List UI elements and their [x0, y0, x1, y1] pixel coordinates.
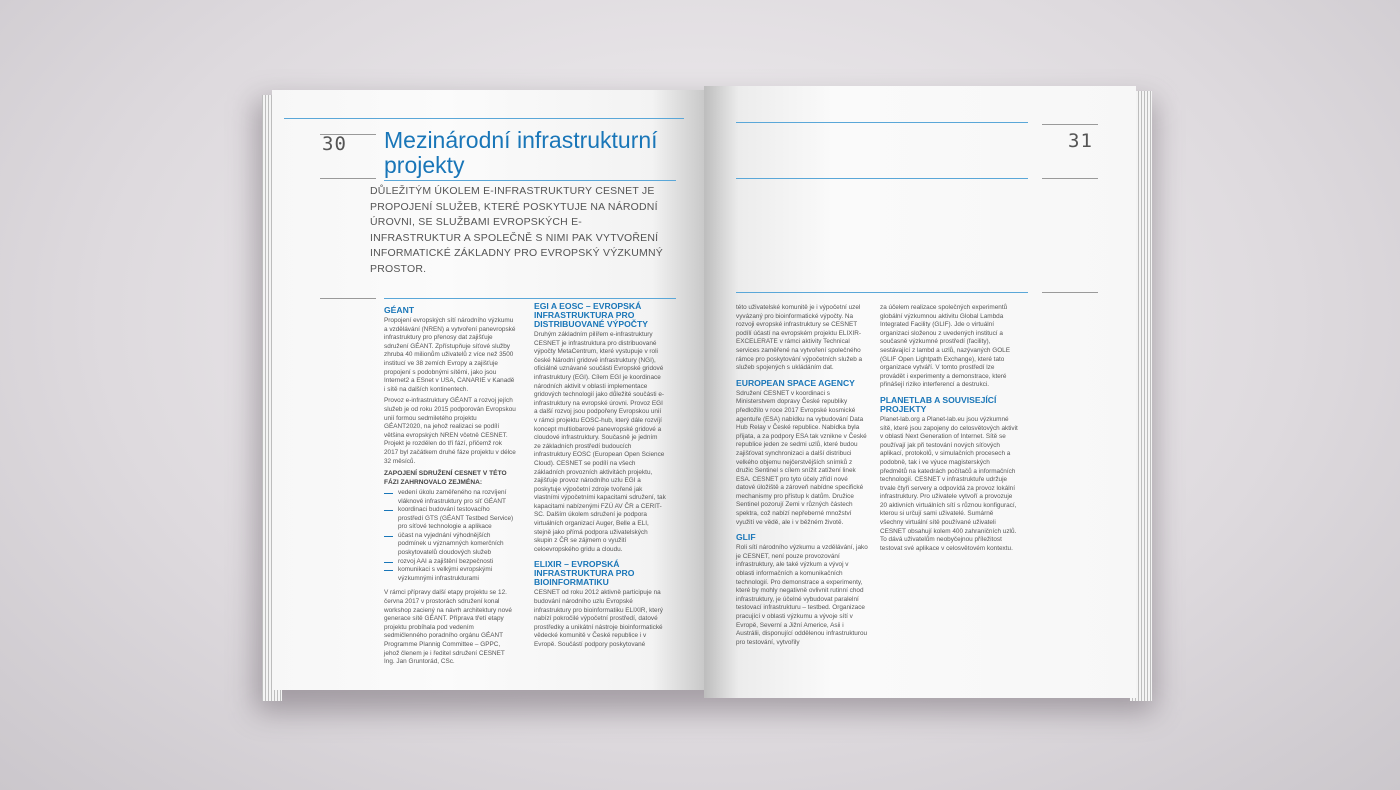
top-rule [736, 122, 1028, 123]
number-rule [1042, 178, 1098, 179]
section-rule [384, 298, 676, 299]
paragraph: této uživatelské komunitě je i výpočetní uzel vyvázaný pro bioinformatické výpočty. Na rozvoji evropské infrastruktury se CESNET podílí účastí na evropském projektu ELIXIR-EXCELERATE v rámci aktivity Technical services zaměřené na vytvoření společného rámce pro poskytování výpočetních služeb a služeb spojených s ukládáním dat. [736, 304, 863, 372]
page-number: 31 [1068, 130, 1093, 152]
section-rule [1042, 292, 1098, 293]
column-geant [384, 306, 516, 670]
column-egi [534, 302, 666, 653]
right-page [704, 86, 1136, 698]
page-number: 30 [322, 133, 347, 155]
paragraph: Propojení evropských sítí národního výzkumu a vzdělávání (NREN) a vytvoření panevropské infrastruktury pro přenosy dat zajišťuje sdružení GÉANT. Zpřístupňuje síťové služby zhruba 40 milionům uživatelů z více než 3500 institucí ve 38 zemích Evropy a zajišťuje propojení s podobnými sítěmi, jako jsou Internet2 a ESnet v USA, CANARIE v Kanadě i sítě na dalších kontinentech. [384, 317, 516, 393]
column-planetlab [880, 304, 1018, 556]
rule [736, 178, 1028, 179]
page-title: Mezinárodní infrastrukturní projekty [384, 127, 658, 178]
list-item: účast na vyjednání výhodnějších podmínek u významných komerčních poskytovatelů cloudových služeb [384, 532, 516, 558]
section-heading: EGI A EOSC – EVROPSKÁ INFRASTRUKTURA PRO DISTRIBUOVANÉ VÝPOČTY [534, 301, 648, 329]
list-item: koordinaci budování testovacího prostředí GTS (GÉANT Testbed Service) pro síťové technologie a aplikace [384, 506, 516, 532]
paragraph: Sdružení CESNET v koordinaci s Ministerstvem dopravy České republiky předložilo v roce 2017 Evropské kosmické agentuře (ESA) nabídku na vybudování Data Hub Relay v České republice. Nabídka byla přijata, a za podpory ESA tak vznikne v České republice jeden ze sedmi uzlů, které budou zajišťovat synchronizaci a další distribuci velkého objemu nejčerstvějších snímků z družic Sentinel s cílem snížit zatížení linek ESA. CESNET pro tyto účely zřídí nové datové úložiště a zároveň nabídne specifické mechanismy pro přístup k datům. Družice Sentinel pozorují Zemi v různých částech spektra, což nabízí nepřeberné množství využití ve vědě, ale i v běžném životě. [736, 389, 867, 526]
left-page [272, 90, 704, 690]
section-heading: GÉANT [384, 305, 415, 315]
title-rule [384, 180, 676, 181]
paragraph: CESNET od roku 2012 aktivně participuje na budování národního uzlu Evropské infrastruktury pro bioinformatiku ELIXIR, který nabízí pokročilé výpočetní prostředí, datové prostředky a unikátní nástroje bioinformatické vědecké komunitě v České republice i v Evropě. Součástí podpory poskytované [534, 589, 663, 648]
lead-paragraph: DŮLEŽITÝM ÚKOLEM E-INFRASTRUKTURY CESNET JE PROPOJENÍ SLUŽEB, KTERÉ POSKYTUJE NA NÁRODNÍ ÚROVNI, SE SLUŽBAMI EVROPSKÝCH E-INFRASTRUKTUR A SPOLEČNĚ S NIMI PAK VYTVOŘENÍ INFORMATICKÉ ZÁKLADNY PRO EVROPSKÝ VÝZKUMNÝ PROSTOR. [370, 185, 663, 275]
section-heading: GLIF [736, 532, 756, 543]
sub-heading: ZAPOJENÍ SDRUŽENÍ CESNET V TÉTO FÁZI ZAHRNOVALO ZEJMÉNA: [384, 470, 507, 486]
section-rule [320, 298, 376, 299]
column-esa-glif [736, 304, 868, 650]
top-rule [284, 118, 684, 119]
paragraph: Druhým základním pilířem e-infrastruktury CESNET je infrastruktura pro distribuované výpočty MetaCentrum, které vystupuje v roli české Národní gridové infrastruktury (NGI), oficiálně uznávané součásti Evropské gridové infrastruktury (EGI). Cílem EGI je koordinace národních aktivit v oblasti implementace gridových technologií jako důležité součásti e-infrastruktury na evropské úrovni. Provoz EGI a další rozvoj jsou podpořeny Evropskou unií v rámci projektu EOSC-hub, který dále rozvíjí koncept multiobarové panevropské gridové a cloudové infrastruktury. Současně je jedním ze základních prostředí budoucích infrastruktury EOSC (European Open Science Cloud). CESNET se podílí na všech základních provozních aktivitách projektu, zajišťuje provoz národního uzlu EGI a poskytuje výpočetní zdroje tvořené jak vlastními výpočetními kapacitami sdružení, tak kapacitami nabízenými FZÚ AV ČR a CERIT-SC. Dalším úkolem sdružení je podpora virtuálních organizací Auger, Belle a ELI, stejně jako přímá podpora uživatelských skupin z ČR se zájmem o využití celoevropského gridu a cloudu. [534, 331, 666, 553]
number-rule [1042, 124, 1098, 125]
section-heading: ELIXIR – EVROPSKÁ INFRASTRUKTURA PRO BIOINFORMATIKU [534, 559, 635, 588]
section-heading: PLANETLAB A SOUVISEJÍCÍ PROJEKTY [880, 394, 997, 414]
paragraph: V rámci přípravy další etapy projektu se 12. června 2017 v prostorách sdružení konal workshop zaciený na návrh architektury nové generace sítě GÉANT. Příprava třetí etapy projektu probíhala pod vedením sedmičlenného poradního orgánu GÉANT Programme Plannig Committee – GPPC, jehož členem je i ředitel sdružení CESNET Ing. Jan Gruntorád, CSc. [384, 589, 512, 666]
paragraph: Planet-lab.org a Planet-lab.eu jsou výzkumné sítě, které jsou zapojeny do celosvětových aktivit v oblasti Next Generation of Internet. Sítě se používají jak při testování nových síťových aplikací, protokolů, v simulačních procesech a podobně, tak i ve výuce magisterských předmětů na katedrách počítačů a informačních technologií. CESNET v infrastruktuře udržuje trvale čtyři servery a odpovídá za provoz lokální infrastruktury. Pro uživatele vytvoří a provozuje 20 aktivních virtuálních sítí s různou konfigurací, kterou si určují sami uživatelé. Sumárně všechny virtuální sítě používané uživateli CESNET obsahují kolem 400 zahraničních uzlů. To dává uživatelům neobyčejnou příležitost testovat své aplikace v celosvětovém kontextu. [880, 415, 1018, 552]
section-rule [736, 292, 1028, 293]
list-item: komunikaci s velkými evropskými výzkumnými infrastrukturami [384, 566, 516, 583]
bullet-list [384, 489, 516, 584]
list-item: vedení úkolu zaměřeného na rozvíjení vláknové infrastruktury pro síť GÉANT [384, 489, 516, 506]
number-rule [320, 178, 376, 179]
paragraph: Provoz e-infrastruktury GÉANT a rozvoj jejích služeb je od roku 2015 podporován Evropskou unií formou sedmiletého projektu GÉANT2020, na jehož realizaci se podílí většina evropských NREN včetně CESNET. Projekt je rozdělen do tří fází, přičemž rok 2017 byl začátkem druhé fáze projektu v délce 32 měsíců. [384, 397, 516, 465]
section-heading: EUROPEAN SPACE AGENCY [736, 377, 855, 388]
paragraph: za účelem realizace společných experimentů globální výzkumnou aktivitu Global Lambda Integrated Facility (GLIF). Jde o virtuální organizaci složenou z uvedených institucí a současně výzkumné prostředí (facility), sestávající z lambd a uzlů, nazývaných GOLE (GLIF Open Lightpath Exchange), které tato organizace vytváří. V tomto prostředí lze provádět i experimenty a demonstrace, které přinášejí riziko interferencí a destrukci. [880, 304, 1011, 389]
paragraph: Roli sítí národního výzkumu a vzdělávání, jako je CESNET, není pouze provozování infrastruktury, ale také výzkum a vývoj v oblasti informačních a komunikačních technologií. Pro demonstrace a experimenty, které by mohly negativně ovlivnit rutinní chod infrastruktury, je účelné vybudovat paralelní testovací infrastrukturu – testbed. Organizace pracující v oblasti výzkumu a vývoje sítí v Evropě, Severní a Jižní Americe, Asii i Austrálii, disponující oddělenou infrastrukturou pro testování, vytvořily [736, 544, 868, 646]
list-item: rozvoj AAI a zajištění bezpečnosti [384, 558, 516, 567]
